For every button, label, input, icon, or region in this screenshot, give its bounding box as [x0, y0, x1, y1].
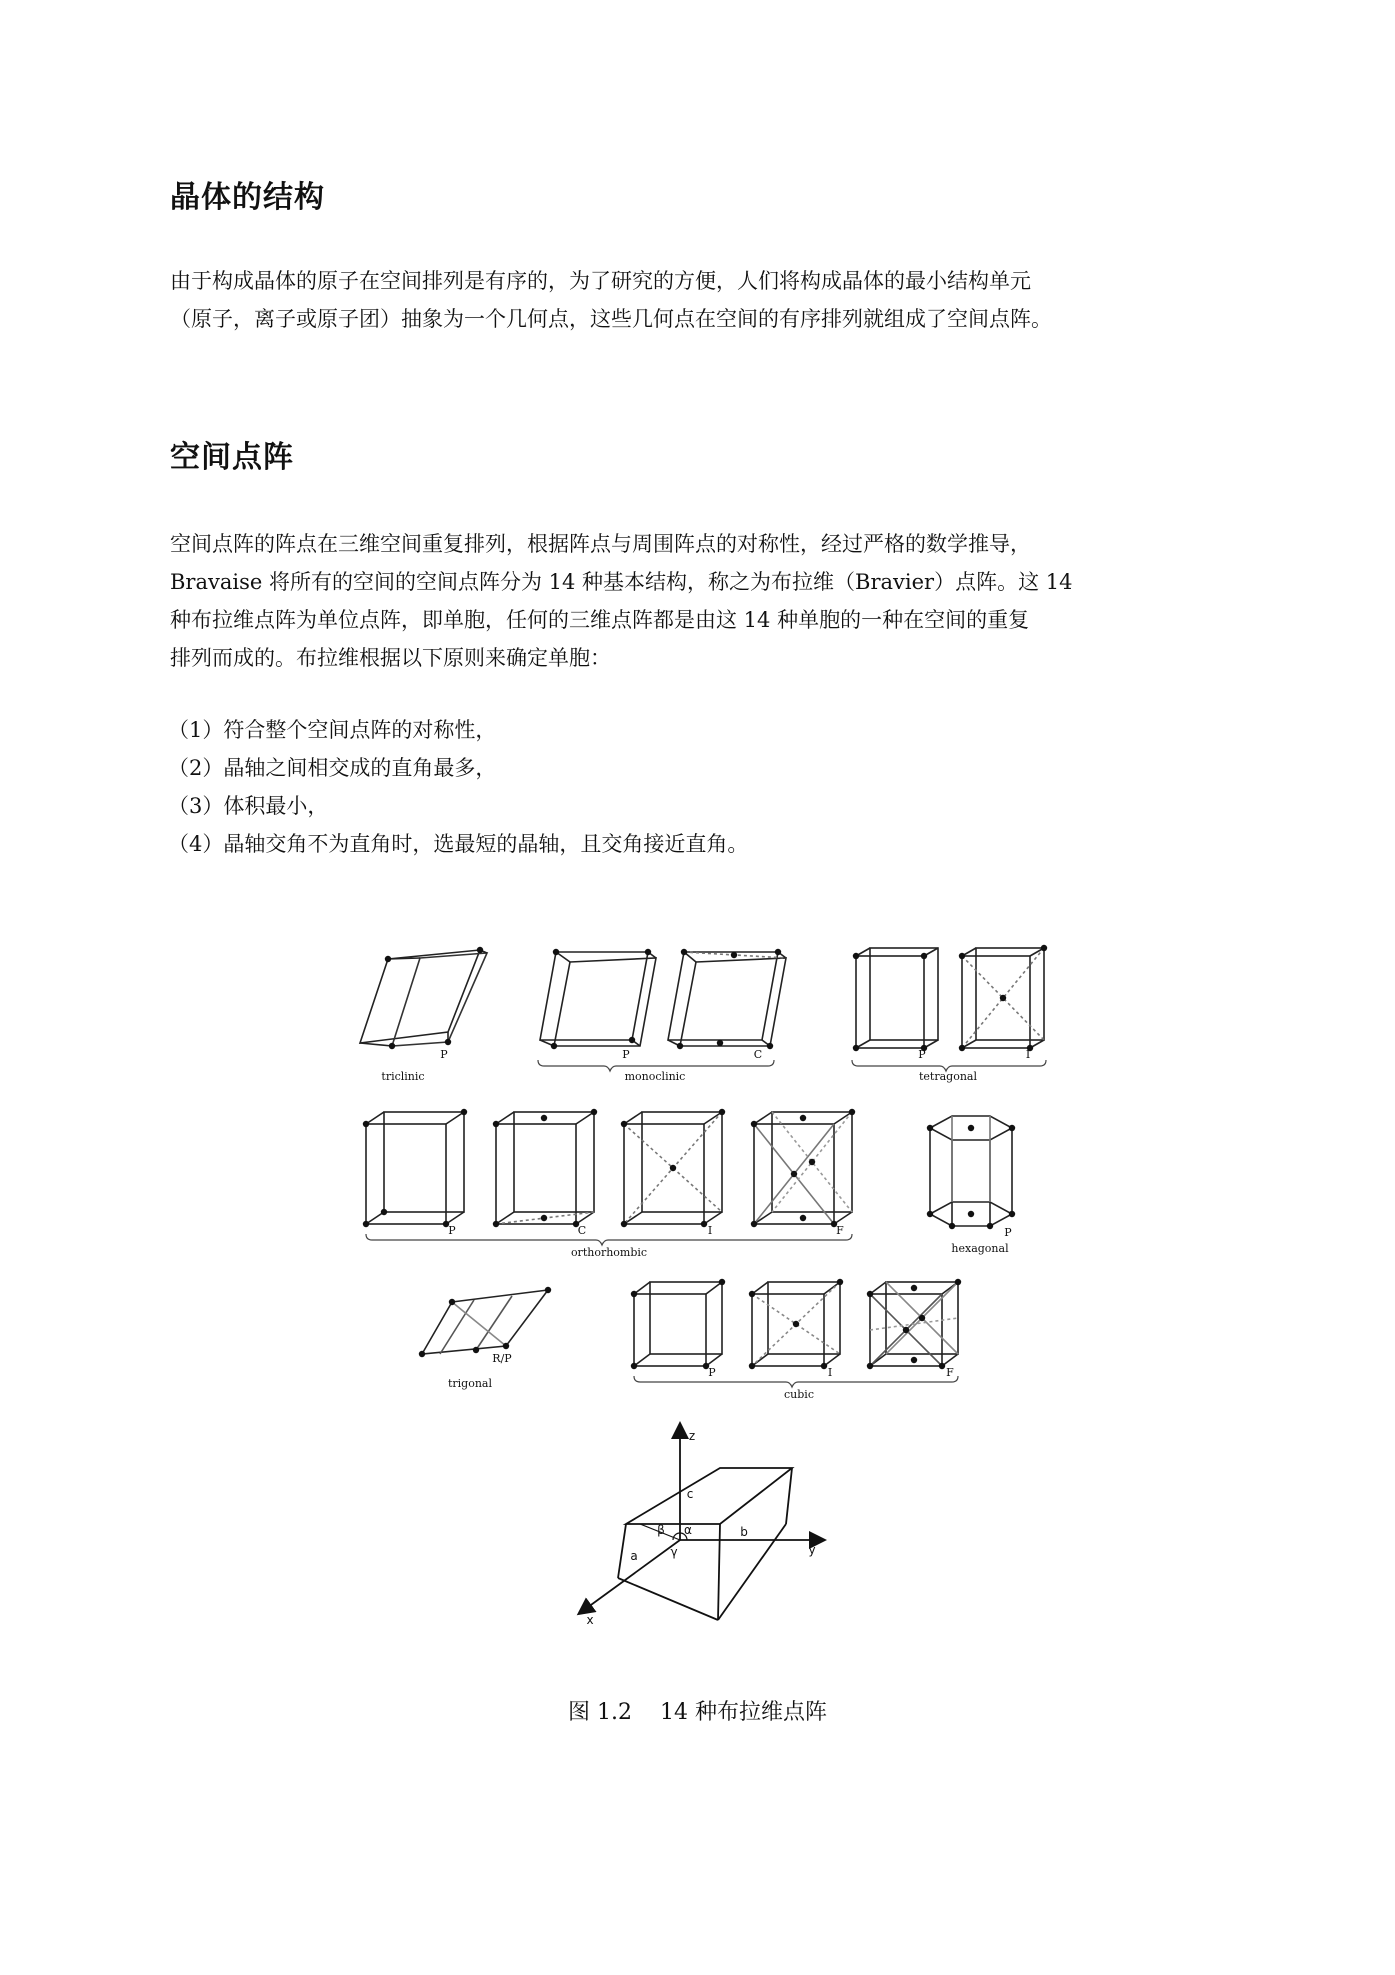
cubic-p-cell	[634, 1282, 722, 1366]
paragraph-line: Bravaise 将所有的空间的空间点阵分为 14 种基本结构，称之为布拉维（Bravier）点阵。这 14	[170, 570, 1073, 594]
label-triclinic: triclinic	[381, 1070, 425, 1083]
letter-f: F	[946, 1366, 954, 1379]
paragraph-line: 排列而成的。布拉维根据以下原则来确定单胞：	[170, 646, 611, 670]
edge-a-label: a	[630, 1549, 638, 1563]
caption-number: 图 1.2	[568, 1700, 632, 1725]
letter-i: I	[827, 1366, 833, 1379]
rule-item: （3）体积最小，	[168, 794, 329, 818]
edge-c-label: c	[686, 1487, 694, 1501]
trigonal-cell	[422, 1290, 548, 1354]
axis-z-label: z	[688, 1429, 696, 1443]
figure-caption	[0, 1695, 1395, 1726]
rule-item: （2）晶轴之间相交成的直角最多，	[168, 756, 497, 780]
monoclinic-p-cell	[540, 952, 656, 1046]
letter-p: P	[448, 1224, 456, 1237]
axis-y-label: y	[808, 1543, 816, 1557]
letter-p: P	[622, 1048, 630, 1061]
letter-rp: R/P	[492, 1352, 512, 1365]
label-trigonal: trigonal	[447, 1377, 493, 1390]
tetragonal-p-cell	[856, 948, 938, 1048]
label-orthorhombic: orthorhombic	[570, 1246, 648, 1259]
letter-f: F	[836, 1224, 844, 1237]
orthorhombic-c-cell	[496, 1112, 594, 1224]
angle-gamma-label: γ	[670, 1545, 678, 1559]
axes-diagram	[584, 1430, 818, 1620]
rule-item: （4）晶轴交角不为直角时，选最短的晶轴，且交角接近直角。	[168, 832, 749, 856]
label-cubic: cubic	[784, 1388, 814, 1401]
cubic-f-cell	[870, 1282, 958, 1366]
section-heading-crystal-structure: 晶体的结构	[170, 180, 325, 215]
letter-p: P	[440, 1048, 448, 1061]
label-monoclinic: monoclinic	[624, 1070, 686, 1083]
paragraph-line: （原子，离子或原子团）抽象为一个几何点，这些几何点在空间的有序排列就组成了空间点阵。	[170, 307, 1052, 331]
paragraph-line: 由于构成晶体的原子在空间排列是有序的，为了研究的方便，人们将构成晶体的最小结构单元	[170, 269, 1031, 293]
rule-item: （1）符合整个空间点阵的对称性，	[168, 718, 497, 742]
hexagonal-cell	[930, 1116, 1012, 1226]
letter-i: I	[707, 1224, 713, 1237]
label-tetragonal: tetragonal	[919, 1070, 977, 1083]
letter-c: C	[753, 1048, 763, 1061]
section-heading-space-lattice: 空间点阵	[170, 440, 294, 475]
paragraph-line: 空间点阵的阵点在三维空间重复排列，根据阵点与周围阵点的对称性，经过严格的数学推导，	[170, 532, 1031, 556]
label-hexagonal: hexagonal	[951, 1242, 1009, 1255]
caption-text: 14 种布拉维点阵	[659, 1700, 827, 1725]
angle-beta-label: β	[657, 1523, 665, 1537]
letter-p: P	[1004, 1226, 1012, 1239]
orthorhombic-p-cell	[366, 1112, 464, 1224]
edge-b-label: b	[740, 1525, 748, 1539]
orthorhombic-f-cell	[754, 1112, 852, 1224]
letter-p: P	[918, 1048, 926, 1061]
letter-c: C	[577, 1224, 587, 1237]
paragraph-line: 种布拉维点阵为单位点阵，即单胞，任何的三维点阵都是由这 14 种单胞的一种在空间的重复	[170, 608, 1030, 632]
letter-i: I	[1025, 1048, 1031, 1061]
triclinic-cell	[360, 950, 487, 1046]
letter-p: P	[708, 1366, 716, 1379]
axis-x-label: x	[586, 1613, 594, 1627]
monoclinic-c-cell	[668, 952, 786, 1046]
angle-alpha-label: α	[684, 1523, 692, 1537]
lattice-points	[363, 945, 1047, 1369]
